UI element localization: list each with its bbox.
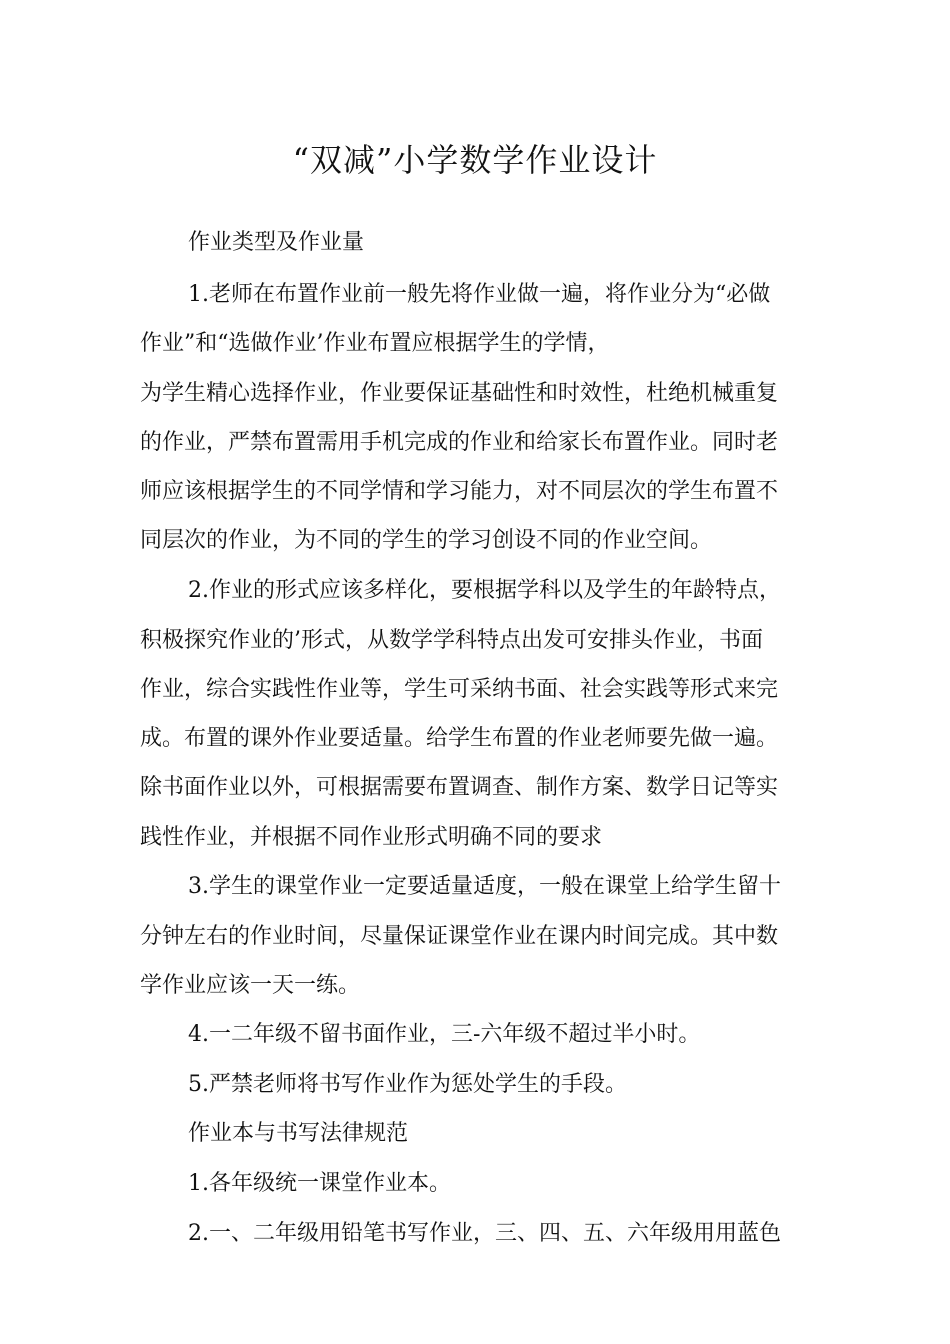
paragraph-line: 1.老师在布置作业前一般先将作业做一遍，将作业分为“必做: [188, 282, 771, 307]
paragraph-line: 同层次的作业，为不同的学生的学习创设不同的作业空间。: [140, 528, 713, 553]
paragraph-line: 践性作业，并根据不同作业形式明确不同的要求: [140, 825, 603, 850]
paragraph-line: 成。布置的课外作业要适量。给学生布置的作业老师要先做一遍。: [140, 726, 779, 751]
paragraph-line: 为学生精心选择作业，作业要保证基础性和时效性，杜绝机械重复: [140, 381, 779, 406]
paragraph-line: 1.各年级统一课堂作业本。: [188, 1171, 451, 1196]
paragraph-line: 除书面作业以外，可根据需要布置调查、制作方案、数学日记等实: [140, 775, 779, 800]
section-heading-homework-types: 作业类型及作业量: [188, 230, 365, 255]
document-title: “双减”小学数学作业设计: [292, 141, 658, 179]
paragraph-line: 作业，综合实践性作业等，学生可采纳书面、社会实践等形式来完: [140, 677, 779, 702]
paragraph-line: 3.学生的课堂作业一定要适量适度，一般在课堂上给学生留十: [188, 874, 781, 899]
paragraph-line: 2.作业的形式应该多样化，要根据学科以及学生的年龄特点，: [188, 578, 781, 603]
paragraph-line: 2.一、二年级用铅笔书写作业，三、四、五、六年级用用蓝色: [188, 1221, 781, 1246]
paragraph-line: 师应该根据学生的不同学情和学习能力，对不同层次的学生布置不: [140, 479, 779, 504]
paragraph-line: 4.一二年级不留书面作业，三-六年级不超过半小时。: [188, 1022, 701, 1047]
paragraph-line: 分钟左右的作业时间，尽量保证课堂作业在课内时间完成。其中数: [140, 924, 779, 949]
paragraph-line: 学作业应该一天一练。: [140, 973, 361, 998]
section-heading-homework-books: 作业本与书写法律规范: [188, 1121, 409, 1146]
paragraph-line: 作业”和“选做作业’作业布置应根据学生的学情，: [140, 331, 610, 356]
paragraph-line: 5.严禁老师将书写作业作为惩处学生的手段。: [188, 1072, 627, 1097]
paragraph-line: 积极探究作业的’形式，从数学学科特点出发可安排头作业，书面: [140, 628, 763, 653]
paragraph-line: 的作业，严禁布置需用手机完成的作业和给家长布置作业。同时老: [140, 430, 779, 455]
